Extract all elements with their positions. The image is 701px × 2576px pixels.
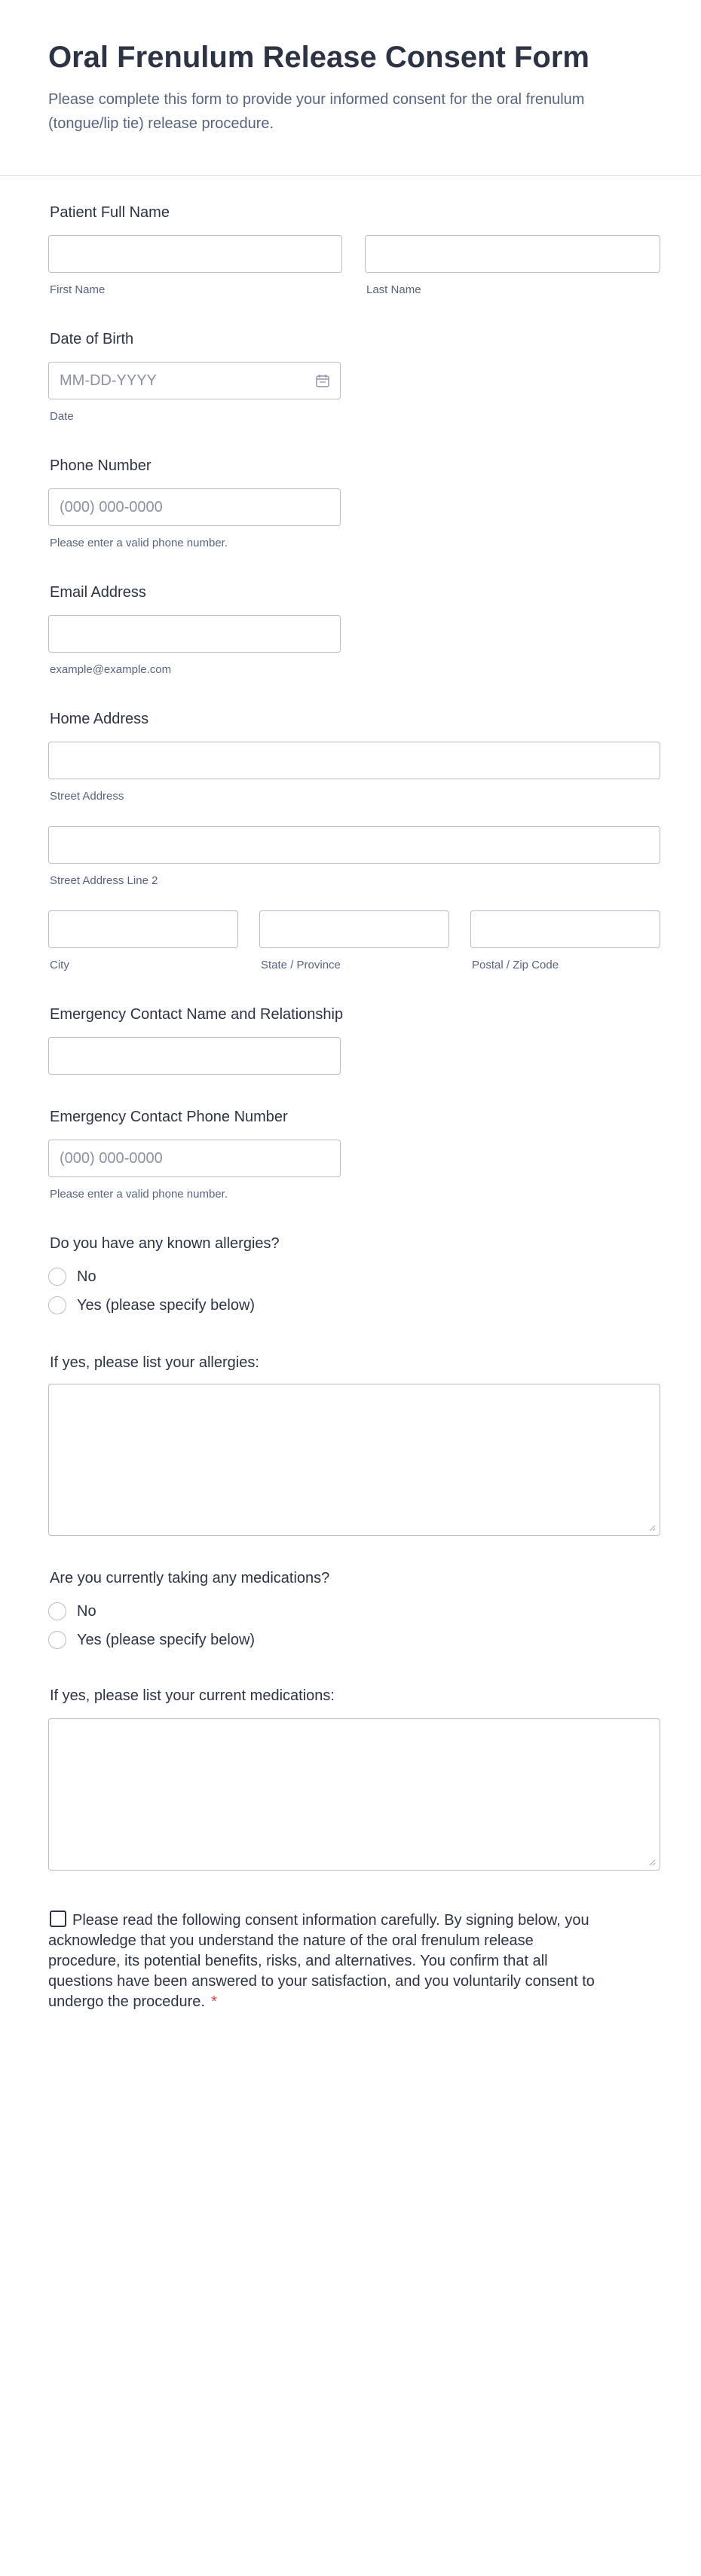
radio-label: Yes (please specify below) <box>77 1296 256 1314</box>
allergies-list-label: If yes, please list your allergies: <box>50 1354 259 1371</box>
first-name-sublabel: First Name <box>50 283 106 296</box>
street-address-line2-input[interactable] <box>48 826 660 864</box>
street-address-line2-sublabel: Street Address Line 2 <box>50 874 158 887</box>
form-header <box>0 0 701 176</box>
dob-sublabel: Date <box>50 410 74 423</box>
medications-option-no[interactable] <box>48 1601 96 1622</box>
consent-checkbox[interactable] <box>50 1911 66 1927</box>
emergency-phone-input[interactable] <box>48 1140 341 1177</box>
radio-button[interactable] <box>48 1602 66 1620</box>
zip-input[interactable] <box>470 910 660 948</box>
radio-label: No <box>77 1602 96 1620</box>
allergies-label: Do you have any known allergies? <box>50 1235 280 1252</box>
allergies-option-yes[interactable] <box>48 1295 255 1316</box>
state-sublabel: State / Province <box>261 959 341 971</box>
phone-label: Phone Number <box>50 457 152 474</box>
dob-input[interactable] <box>48 362 341 399</box>
street-address-sublabel: Street Address <box>50 790 124 803</box>
medications-textarea[interactable] <box>48 1718 660 1871</box>
patient-name-label: Patient Full Name <box>50 204 170 221</box>
dob-label: Date of Birth <box>50 331 134 347</box>
required-mark: * <box>210 1993 217 2010</box>
first-name-input[interactable] <box>48 235 342 273</box>
medications-label: Are you currently taking any medications? <box>50 1570 330 1586</box>
emergency-phone-label: Emergency Contact Phone Number <box>50 1109 288 1125</box>
phone-input[interactable] <box>48 488 341 526</box>
radio-button[interactable] <box>48 1268 66 1286</box>
consent-section <box>48 1911 598 2012</box>
state-input[interactable] <box>259 910 449 948</box>
allergies-textarea[interactable] <box>48 1384 660 1536</box>
emergency-phone-sublabel: Please enter a valid phone number. <box>50 1188 228 1201</box>
form-title: Oral Frenulum Release Consent Form <box>48 41 589 74</box>
resize-grip-icon[interactable] <box>648 1524 656 1531</box>
last-name-sublabel: Last Name <box>366 283 421 296</box>
email-sublabel: example@example.com <box>50 663 172 676</box>
address-label: Home Address <box>50 711 149 727</box>
emergency-contact-label: Emergency Contact Name and Relationship <box>50 1006 344 1023</box>
emergency-contact-input[interactable] <box>48 1037 341 1075</box>
resize-grip-icon[interactable] <box>648 1859 656 1866</box>
city-sublabel: City <box>50 959 69 971</box>
medications-list-label: If yes, please list your current medications: <box>50 1687 335 1704</box>
form-subtitle: Please complete this form to provide your informed consent for the oral frenulum (tongue/lip tie) release procedure. <box>48 91 585 132</box>
radio-label: No <box>77 1268 96 1285</box>
radio-label: Yes (please specify below) <box>77 1631 256 1648</box>
radio-button[interactable] <box>48 1296 66 1314</box>
phone-sublabel: Please enter a valid phone number. <box>50 537 228 549</box>
calendar-icon[interactable] <box>315 373 330 388</box>
street-address-input[interactable] <box>48 742 660 779</box>
email-label: Email Address <box>50 584 146 601</box>
last-name-input[interactable] <box>365 235 660 273</box>
medications-option-yes[interactable] <box>48 1629 255 1651</box>
allergies-option-no[interactable] <box>48 1266 96 1287</box>
city-input[interactable] <box>48 910 238 948</box>
zip-sublabel: Postal / Zip Code <box>472 959 559 971</box>
email-input[interactable] <box>48 615 341 653</box>
radio-button[interactable] <box>48 1631 66 1649</box>
consent-text: Please read the following consent information carefully. By signing below, you acknowledge that you understand the nature of the oral frenulum release procedure, its potential benefits, risks, and alternatives. You confirm that all questions have been answered to your satisfaction, and you voluntarily consent to undergo the procedure. <box>48 1912 595 2010</box>
